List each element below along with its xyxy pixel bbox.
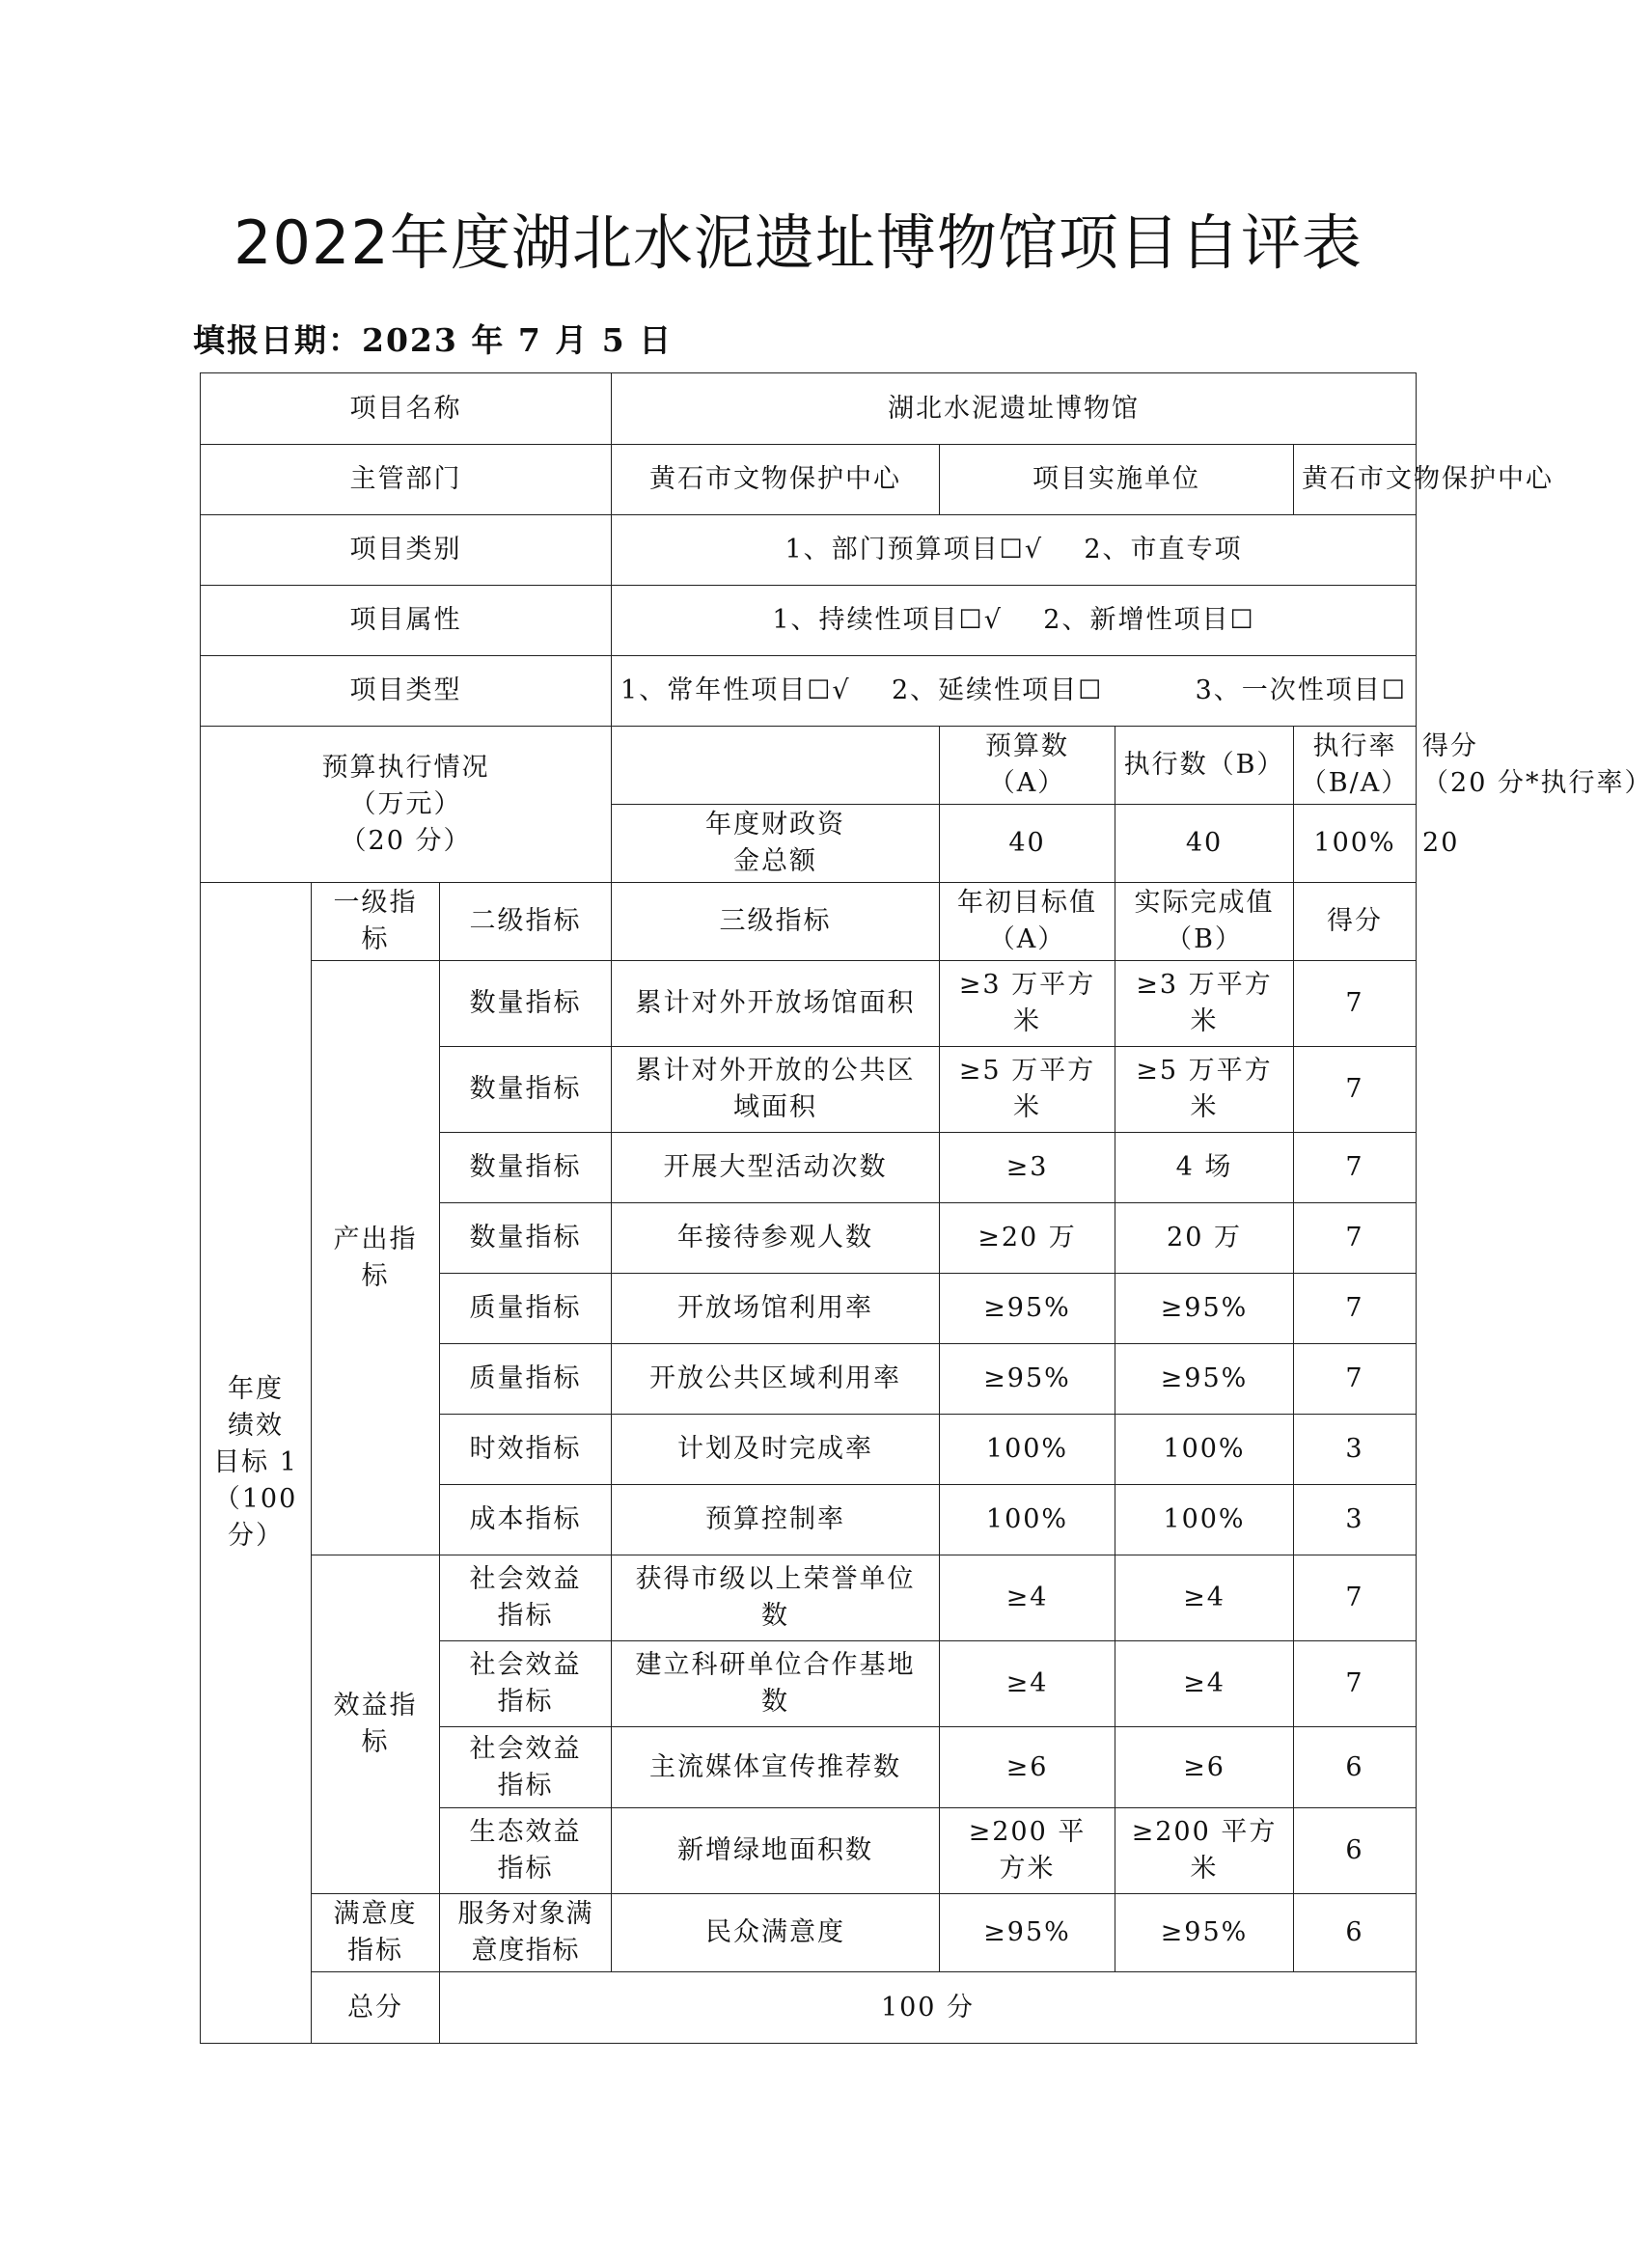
- target-cell: [940, 1727, 1115, 1808]
- impl-unit-value: 黄石市文物保护中心: [1294, 445, 1417, 515]
- actual-cell: [1115, 961, 1294, 1047]
- actual-cell: [1115, 1047, 1294, 1133]
- cell-text-line: 累计对外开放场馆面积: [635, 988, 916, 1018]
- score-cell: 7: [1294, 1344, 1417, 1415]
- cell-text-line: ≥95%: [983, 1917, 1071, 1947]
- score-cell: 6: [1294, 1808, 1417, 1894]
- budget-header-rate-line1: 执行率: [1312, 731, 1397, 761]
- row-category: [201, 515, 1417, 586]
- target-cell: [940, 1555, 1115, 1641]
- score-cell: 7: [1294, 1133, 1417, 1203]
- department-label: 主管部门: [201, 445, 612, 515]
- row-project-name: [201, 373, 1417, 445]
- perf-header-level1-line2: 标: [361, 924, 390, 954]
- attribute-value: 1、持续性项目☐√ 2、新增性项目☐: [612, 586, 1417, 656]
- level2-cell: [440, 961, 612, 1047]
- perf-header-actual: [1115, 883, 1294, 961]
- cell-text-line: ≥95%: [983, 1293, 1071, 1323]
- exec-value: 40: [1115, 805, 1294, 883]
- level3-cell: [612, 1641, 940, 1727]
- score-cell: 6: [1294, 1894, 1417, 1972]
- target-cell: [940, 961, 1115, 1047]
- level2-cell: [440, 1485, 612, 1555]
- perf-header-target-line2: （A）: [988, 924, 1066, 954]
- cell-text-line: 成本指标: [469, 1504, 582, 1534]
- level3-cell: [612, 1555, 940, 1641]
- actual-cell: [1115, 1641, 1294, 1727]
- budget-header-budget: [940, 727, 1115, 805]
- row-budget-values: 年度财政资 金总额 40 40 100% 20: [201, 805, 1417, 883]
- budget-header-exec: 执行数（B）: [1115, 727, 1294, 805]
- score-cell: 7: [1294, 1203, 1417, 1274]
- attribute-label: 项目属性: [201, 586, 612, 656]
- perf-outer-line4: （100: [213, 1484, 298, 1514]
- cell-text-line: 数量指标: [469, 1152, 582, 1182]
- cell-text-line: 指标: [497, 1687, 554, 1717]
- cell-text-line: 数量指标: [469, 1074, 582, 1104]
- target-cell: [940, 1415, 1115, 1485]
- type-value: 1、常年性项目☐√ 2、延续性项目☐ 3、一次性项目☐: [612, 656, 1417, 727]
- level2-cell: [440, 1133, 612, 1203]
- cell-text-line: ≥4: [1005, 1583, 1049, 1612]
- score-cell: 3: [1294, 1485, 1417, 1555]
- score-cell: 7: [1294, 1274, 1417, 1344]
- cell-text-line: 社会效益: [469, 1650, 582, 1680]
- level3-cell: [612, 1047, 940, 1133]
- perf-header-target-line1: 年初目标值: [957, 888, 1097, 918]
- cell-text-line: 社会效益: [469, 1733, 582, 1764]
- cell-text-line: ≥95%: [983, 1363, 1071, 1393]
- cell-text-line: 米: [1190, 1854, 1219, 1884]
- cell-text-line: 指标: [497, 1770, 554, 1801]
- cell-text-line: 数: [761, 1601, 789, 1631]
- budget-header-empty: [612, 727, 940, 805]
- cell-text-line: 指标: [497, 1854, 554, 1884]
- row-department: [201, 445, 1417, 515]
- cell-text-line: 计划及时完成率: [677, 1434, 873, 1464]
- group-satisfaction-line2: 指标: [347, 1936, 403, 1966]
- level3-cell: [612, 1133, 940, 1203]
- table-row: [201, 961, 1417, 1047]
- cell-text-line: 100%: [1163, 1434, 1246, 1464]
- cell-text-line: 质量指标: [469, 1293, 582, 1323]
- type-label: 项目类型: [201, 656, 612, 727]
- cell-text-line: 生态效益: [469, 1817, 582, 1847]
- row-budget-header: 预算执行情况 （万元） （20 分） 预算数 （A） 执行数（B） 执行率 （B/A） 得分 （20 分*执行率）: [201, 727, 1417, 805]
- score-cell: 3: [1294, 1415, 1417, 1485]
- budget-label-line1: 预算执行情况: [321, 752, 490, 783]
- cell-text-line: 预算控制率: [705, 1504, 845, 1534]
- score-cell: 7: [1294, 1641, 1417, 1727]
- cell-text-line: 100%: [985, 1434, 1069, 1464]
- budget-value: 40: [940, 805, 1115, 883]
- level2-cell: [440, 1555, 612, 1641]
- total-value: 100 分: [440, 1972, 1417, 2044]
- actual-cell: [1115, 1133, 1294, 1203]
- actual-cell: [1115, 1555, 1294, 1641]
- level3-cell: [612, 1415, 940, 1485]
- cell-text-line: ≥3 万平方: [1136, 970, 1273, 1000]
- cell-text-line: ≥4: [1183, 1668, 1225, 1698]
- perf-header-level1-line1: 一级指: [333, 888, 418, 918]
- cell-text-line: 20 万: [1167, 1223, 1242, 1252]
- cell-text-line: 域面积: [733, 1092, 817, 1122]
- cell-text-line: ≥95%: [1160, 1917, 1249, 1947]
- target-cell: [940, 1344, 1115, 1415]
- level2-cell: [440, 1344, 612, 1415]
- rate-value: 100%: [1294, 805, 1417, 883]
- cell-text-line: ≥95%: [1160, 1363, 1249, 1393]
- cell-text-line: 服务对象满: [457, 1899, 593, 1929]
- perf-header-level3: 三级指标: [612, 883, 940, 961]
- level3-cell: [612, 961, 940, 1047]
- group-benefit-line2: 标: [361, 1727, 390, 1757]
- group-benefit-label: [312, 1555, 440, 1894]
- cell-text-line: ≥5 万平方: [958, 1056, 1096, 1086]
- cell-text-line: 建立科研单位合作基地: [635, 1650, 916, 1680]
- cell-text-line: 意度指标: [471, 1936, 580, 1966]
- perf-outer-line3: 目标 1: [213, 1447, 298, 1477]
- target-cell: [940, 1274, 1115, 1344]
- cell-text-line: 指标: [497, 1601, 554, 1631]
- target-cell: [940, 1133, 1115, 1203]
- score-cell: 7: [1294, 961, 1417, 1047]
- cell-text-line: ≥5 万平方: [1136, 1056, 1273, 1086]
- budget-header-rate: [1294, 727, 1417, 805]
- cell-text-line: ≥4: [1005, 1668, 1049, 1698]
- score-cell: 7: [1294, 1555, 1417, 1641]
- category-label: 项目类别: [201, 515, 612, 586]
- budget-row-label-line2: 金总额: [733, 846, 817, 876]
- fill-date: 填报日期：2023 年 7 月 5 日: [193, 321, 674, 359]
- table-row: [201, 1555, 1417, 1641]
- cell-text-line: 质量指标: [469, 1363, 582, 1393]
- total-label: 总分: [312, 1972, 440, 2044]
- group-satisfaction-label: [312, 1894, 440, 1972]
- perf-outer-line5: 分）: [228, 1521, 284, 1551]
- cell-text-line: 100%: [1163, 1504, 1246, 1534]
- actual-cell: [1115, 1808, 1294, 1894]
- actual-cell: [1115, 1274, 1294, 1344]
- perf-header-actual-line1: 实际完成值: [1134, 888, 1275, 918]
- score-cell: 7: [1294, 1047, 1417, 1133]
- level2-cell: [440, 1808, 612, 1894]
- row-attribute: [201, 586, 1417, 656]
- budget-label-line2: （万元）: [349, 788, 462, 819]
- cell-text-line: 米: [1190, 1092, 1219, 1122]
- cell-text-line: 4 场: [1175, 1152, 1233, 1182]
- project-name-value: 湖北水泥遗址博物馆: [612, 373, 1417, 445]
- cell-text-line: 方米: [999, 1854, 1056, 1884]
- group-satisfaction-line1: 满意度: [333, 1899, 418, 1929]
- target-cell: [940, 1894, 1115, 1972]
- cell-text-line: ≥20 万: [977, 1223, 1077, 1252]
- level2-cell: [440, 1274, 612, 1344]
- evaluation-table: [200, 372, 1652, 2044]
- cell-text-line: 数: [761, 1687, 789, 1717]
- cell-text-line: ≥200 平: [968, 1817, 1087, 1847]
- cell-text-line: 时效指标: [469, 1434, 582, 1464]
- actual-cell: [1115, 1727, 1294, 1808]
- cell-text-line: 米: [1190, 1006, 1219, 1036]
- perf-outer-label: [201, 883, 312, 2044]
- level2-cell: [440, 1641, 612, 1727]
- table-row: [201, 1894, 1417, 1972]
- cell-text-line: 社会效益: [469, 1564, 582, 1594]
- department-value: 黄石市文物保护中心: [612, 445, 940, 515]
- group-output-line2: 标: [361, 1260, 390, 1291]
- row-type: [201, 656, 1417, 727]
- budget-label: [201, 727, 612, 883]
- actual-cell: [1115, 1203, 1294, 1274]
- level3-cell: [612, 1203, 940, 1274]
- perf-header-actual-line2: （B）: [1166, 924, 1243, 954]
- level2-cell: [440, 1727, 612, 1808]
- cell-text-line: 开放场馆利用率: [677, 1293, 873, 1323]
- document-title: 2022年度湖北水泥遗址博物馆项目自评表: [234, 207, 1363, 278]
- level2-cell: [440, 1047, 612, 1133]
- cell-text-line: 获得市级以上荣誉单位: [635, 1564, 916, 1594]
- level3-cell: [612, 1894, 940, 1972]
- target-cell: [940, 1047, 1115, 1133]
- actual-cell: [1115, 1485, 1294, 1555]
- cell-text-line: 民众满意度: [705, 1917, 845, 1947]
- cell-text-line: 年接待参观人数: [677, 1223, 873, 1252]
- cell-text-line: ≥6: [1183, 1751, 1225, 1782]
- target-cell: [940, 1641, 1115, 1727]
- actual-cell: [1115, 1415, 1294, 1485]
- cell-text-line: 开展大型活动次数: [663, 1152, 888, 1182]
- perf-header-level1: [312, 883, 440, 961]
- budget-row-label-line1: 年度财政资: [705, 810, 845, 839]
- budget-row-label: [612, 805, 940, 883]
- budget-header-rate-line2: （B/A）: [1300, 768, 1410, 798]
- cell-text-line: ≥200 平方: [1131, 1817, 1278, 1847]
- cell-text-line: ≥3 万平方: [958, 970, 1096, 1000]
- perf-header-level2: 二级指标: [440, 883, 612, 961]
- cell-text-line: ≥95%: [1160, 1293, 1249, 1323]
- budget-label-line3: （20 分）: [340, 825, 472, 856]
- group-output-label: [312, 961, 440, 1555]
- impl-unit-label: 项目实施单位: [940, 445, 1294, 515]
- perf-header-score: 得分: [1294, 883, 1417, 961]
- cell-text-line: 米: [1013, 1006, 1041, 1036]
- actual-cell: [1115, 1344, 1294, 1415]
- cell-text-line: ≥3: [1005, 1152, 1049, 1182]
- level3-cell: [612, 1344, 940, 1415]
- perf-outer-line2: 绩效: [228, 1411, 284, 1441]
- cell-text-line: 100%: [985, 1504, 1069, 1534]
- group-output-line1: 产出指: [333, 1224, 418, 1254]
- score-cell: 6: [1294, 1727, 1417, 1808]
- level3-cell: [612, 1274, 940, 1344]
- category-value: 1、部门预算项目☐√ 2、市直专项: [612, 515, 1417, 586]
- level3-cell: [612, 1808, 940, 1894]
- target-cell: [940, 1808, 1115, 1894]
- row-perf-header: [201, 883, 1417, 961]
- level2-cell: [440, 1415, 612, 1485]
- actual-cell: [1115, 1894, 1294, 1972]
- budget-header-budget-line1: 预算数: [985, 731, 1069, 761]
- cell-text-line: 累计对外开放的公共区: [635, 1056, 916, 1086]
- row-total: [201, 1972, 1417, 2044]
- cell-text-line: 新增绿地面积数: [677, 1835, 873, 1865]
- cell-text-line: 米: [1013, 1092, 1041, 1122]
- target-cell: [940, 1203, 1115, 1274]
- cell-text-line: 数量指标: [469, 988, 582, 1018]
- cell-text-line: ≥6: [1005, 1751, 1049, 1782]
- level2-cell: [440, 1894, 612, 1972]
- perf-outer-line1: 年度: [228, 1374, 284, 1404]
- perf-header-target: [940, 883, 1115, 961]
- target-cell: [940, 1485, 1115, 1555]
- cell-text-line: 开放公共区域利用率: [649, 1363, 901, 1393]
- level3-cell: [612, 1727, 940, 1808]
- project-name-label: 项目名称: [201, 373, 612, 445]
- cell-text-line: ≥4: [1183, 1583, 1225, 1612]
- cell-text-line: 主流媒体宣传推荐数: [649, 1751, 901, 1782]
- cell-text-line: 数量指标: [469, 1223, 582, 1252]
- budget-header-budget-line2: （A）: [988, 768, 1066, 798]
- level2-cell: [440, 1203, 612, 1274]
- level3-cell: [612, 1485, 940, 1555]
- group-benefit-line1: 效益指: [333, 1691, 418, 1720]
